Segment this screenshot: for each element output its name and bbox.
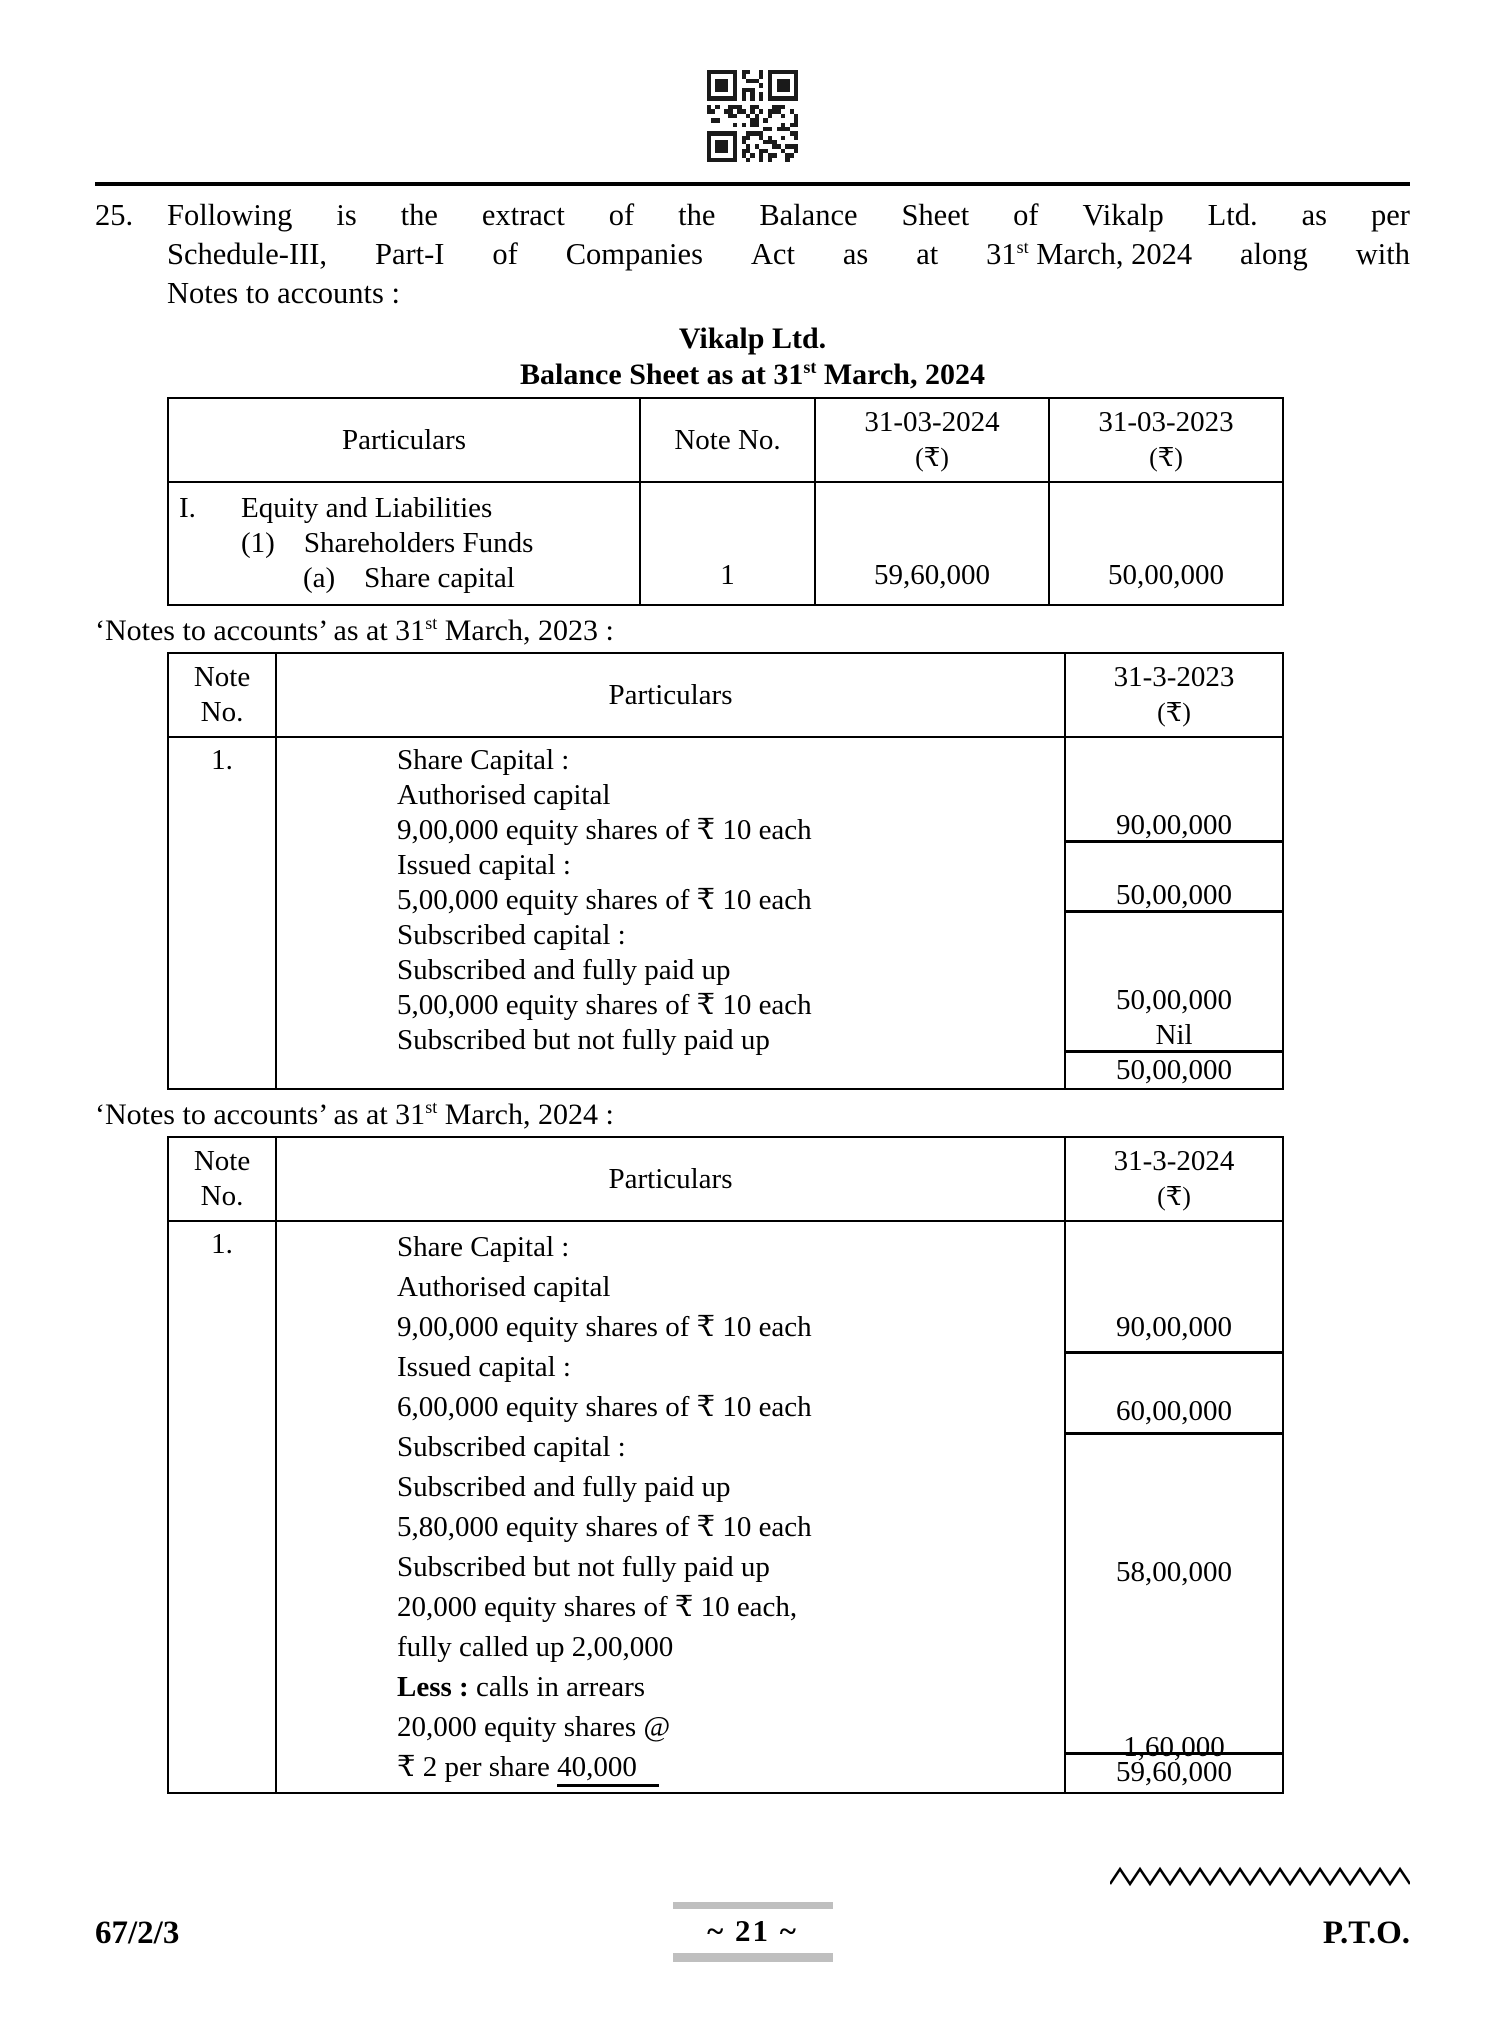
n24-amount-issued: 60,00,000	[1116, 1395, 1232, 1427]
n24-amount-sub-fully-paid: 58,00,000	[1116, 1556, 1232, 1588]
notes-2023-intro-b: March, 2023 :	[437, 614, 614, 647]
n24-amount-total-seg	[1066, 1755, 1282, 1790]
bs-line-shareholders-funds: (1) Shareholders Funds	[241, 527, 534, 559]
n23-line-1: Authorised capital	[397, 779, 611, 811]
question-line-2: Schedule-III, Part-I of Companies Act as at 31st March, 2024 along with	[167, 236, 1410, 271]
n23-cell-amounts	[1065, 737, 1283, 1089]
n24-header-note-l1: Note	[193, 1145, 251, 1177]
n24-amount-authorised-seg	[1066, 1222, 1282, 1354]
n23-line-4: 5,00,000 equity shares of ₹ 10 each	[397, 884, 812, 916]
n23-amount-subscribed-seg	[1066, 913, 1282, 1053]
n23-header-particulars: Particulars	[276, 653, 1065, 737]
notes-2024-intro-sup: st	[425, 1097, 438, 1117]
n24-line-arrears-shares: 20,000 equity shares @	[397, 1711, 671, 1743]
n23-amount-total: 50,00,000	[1116, 1054, 1232, 1086]
bs-note-no-value: 1	[720, 559, 735, 591]
n23-amount-sub-not-fully-paid: Nil	[1155, 1019, 1193, 1051]
balance-sheet-header-row	[168, 398, 1283, 482]
n24-line-issued-shares: 6,00,000 equity shares of ₹ 10 each	[397, 1391, 812, 1423]
bs-amount-2023-value: 50,00,000	[1108, 559, 1224, 591]
n23-header-date-value: 31-3-2023	[1113, 661, 1235, 693]
n24-amount-issued-seg	[1066, 1354, 1282, 1435]
n24-cell-amounts	[1065, 1221, 1283, 1793]
n24-line-less-calls-in-arrears	[397, 1667, 1054, 1707]
question-number: 25.	[95, 198, 134, 232]
page-number-rule-top	[673, 1902, 833, 1909]
n23-line-6: Subscribed and fully paid up	[397, 954, 731, 986]
bs-header-particulars: Particulars	[168, 398, 640, 482]
n24-line-subscribed-label: Subscribed capital :	[397, 1431, 626, 1463]
page-content	[95, 196, 1410, 1794]
notes-2024-header-row	[168, 1137, 1283, 1221]
notes-2023-intro-a: ‘Notes to accounts’ as at 31	[95, 614, 426, 647]
bs-cell-amount-2023	[1049, 482, 1283, 605]
n23-line-3: Issued capital :	[397, 849, 571, 881]
table-row	[168, 1221, 1283, 1793]
balance-sheet-caption-sup: st	[803, 357, 817, 377]
notes-2023-intro-sup: st	[425, 613, 438, 633]
table-row	[168, 482, 1283, 605]
page-footer	[95, 1852, 1410, 1962]
n24-line-sub-fully-paid-label: Subscribed and fully paid up	[397, 1471, 731, 1503]
n24-less-bold: Less :	[397, 1671, 469, 1703]
question-line-3: Notes to accounts :	[167, 276, 400, 310]
n23-line-7: 5,00,000 equity shares of ₹ 10 each	[397, 989, 812, 1021]
bs-header-note-no: Note No.	[640, 398, 815, 482]
n24-line-share-capital: Share Capital :	[397, 1231, 570, 1263]
n23-line-2: 9,00,000 equity shares of ₹ 10 each	[397, 814, 812, 846]
n24-header-unit: (₹)	[1157, 1182, 1191, 1211]
n24-line-authorised-label: Authorised capital	[397, 1271, 611, 1303]
n24-line-sub-fully-paid-shares: 5,80,000 equity shares of ₹ 10 each	[397, 1511, 812, 1543]
bs-header-col-2024-unit: (₹)	[915, 443, 949, 472]
question-block	[95, 196, 1410, 313]
n23-amount-authorised: 90,00,000	[1116, 809, 1232, 841]
bs-label-equity-liabilities: Equity and Liabilities	[241, 492, 493, 524]
page-number-rule-bottom	[673, 1953, 833, 1962]
n24-amount-total: 59,60,000	[1116, 1756, 1232, 1788]
bs-cell-amount-2024	[815, 482, 1049, 605]
balance-sheet-caption	[95, 357, 1410, 393]
n23-header-date	[1065, 653, 1283, 737]
n23-amount-issued-seg	[1066, 843, 1282, 913]
notes-2024-intro-b: March, 2024 :	[437, 1098, 614, 1131]
bs-line-equity-liabilities	[179, 491, 629, 526]
page-number-block	[633, 1902, 873, 1962]
n24-value-fully-called-up: 2,00,000	[571, 1631, 674, 1663]
n24-label-fully-called-up: fully called up	[397, 1631, 565, 1663]
question-body	[167, 196, 1410, 313]
n24-header-note-no	[168, 1137, 276, 1221]
n23-amount-authorised-seg	[1066, 738, 1282, 843]
squiggle-decoration-icon	[1110, 1864, 1410, 1890]
n24-header-date	[1065, 1137, 1283, 1221]
bs-amount-2024-value: 59,60,000	[874, 559, 990, 591]
notes-2023-header-row	[168, 653, 1283, 737]
qr-code-container	[0, 70, 1505, 162]
n24-line-issued-label: Issued capital :	[397, 1351, 571, 1383]
n24-row-fully-called-up	[397, 1627, 1054, 1667]
bs-particulars-stack	[179, 491, 629, 596]
bs-header-col-2023-unit: (₹)	[1149, 443, 1183, 472]
notes-2024-intro-a: ‘Notes to accounts’ as at 31	[95, 1098, 426, 1131]
n24-row-arrears-rate	[397, 1747, 1054, 1787]
question-line-1: Following is the extract of the Balance Sheet of Vikalp Ltd. as per	[167, 198, 1410, 232]
n24-cell-particulars	[276, 1221, 1065, 1793]
n24-amount-subscribed-seg	[1066, 1435, 1282, 1763]
header-divider-rule	[95, 182, 1410, 186]
bs-header-col-2024-date: 31-03-2024	[864, 406, 1000, 438]
n24-label-arrears-rate: ₹ 2 per share	[397, 1751, 550, 1783]
notes-2023-table	[167, 652, 1284, 1090]
n23-amount-total-seg	[1066, 1053, 1282, 1088]
balance-sheet-table	[167, 397, 1284, 606]
paper-code: 67/2/3	[95, 1915, 180, 1951]
n23-cell-particulars	[276, 737, 1065, 1089]
bs-header-col-2024	[815, 398, 1049, 482]
n23-header-note-l2: No.	[200, 696, 244, 728]
balance-sheet-caption-b: March, 2024	[816, 358, 985, 391]
bs-roman-numeral: I.	[179, 492, 196, 524]
bs-header-col-2023	[1049, 398, 1283, 482]
n24-line-sub-not-fully-paid-shares: 20,000 equity shares of ₹ 10 each,	[397, 1591, 798, 1623]
n24-line-sub-not-fully-paid-label: Subscribed but not fully paid up	[397, 1551, 770, 1583]
n24-less-rest: calls in arrears	[468, 1671, 646, 1703]
n24-value-calls-in-arrears: 40,000	[557, 1751, 659, 1787]
notes-2023-intro	[95, 612, 1410, 650]
bs-cell-note-no	[640, 482, 815, 605]
n23-header-note-l1: Note	[193, 661, 251, 693]
bs-cell-particulars	[168, 482, 640, 605]
n24-amount-not-fully-paid-net: 1,60,000	[1123, 1731, 1225, 1763]
n23-header-unit: (₹)	[1157, 698, 1191, 727]
n24-line-authorised-shares: 9,00,000 equity shares of ₹ 10 each	[397, 1311, 812, 1343]
n23-line-0: Share Capital :	[397, 744, 570, 776]
bs-header-col-2023-date: 31-03-2023	[1098, 406, 1234, 438]
n23-amount-issued: 50,00,000	[1116, 879, 1232, 911]
bs-line-share-capital: (a) Share capital	[303, 562, 515, 594]
qr-code	[707, 70, 799, 162]
balance-sheet-caption-a: Balance Sheet as at 31	[520, 358, 804, 391]
n23-line-5: Subscribed capital :	[397, 919, 626, 951]
n23-amount-sub-fully-paid: 50,00,000	[1116, 984, 1232, 1016]
notes-2024-table	[167, 1136, 1284, 1794]
n24-cell-note-no: 1.	[168, 1221, 276, 1793]
n24-header-date-value: 31-3-2024	[1113, 1145, 1235, 1177]
page-number: ~ 21 ~	[707, 1913, 798, 1948]
n23-line-8: Subscribed but not fully paid up	[397, 1024, 770, 1056]
table-row	[168, 737, 1283, 1089]
n23-header-note-no	[168, 653, 276, 737]
pto-label: P.T.O.	[1322, 1915, 1410, 1951]
notes-2024-intro	[95, 1096, 1410, 1134]
balance-sheet-company-name: Vikalp Ltd.	[678, 322, 827, 355]
n24-header-particulars: Particulars	[276, 1137, 1065, 1221]
n23-cell-note-no: 1.	[168, 737, 276, 1089]
n24-header-note-l2: No.	[200, 1180, 244, 1212]
n24-amount-authorised: 90,00,000	[1116, 1311, 1232, 1343]
